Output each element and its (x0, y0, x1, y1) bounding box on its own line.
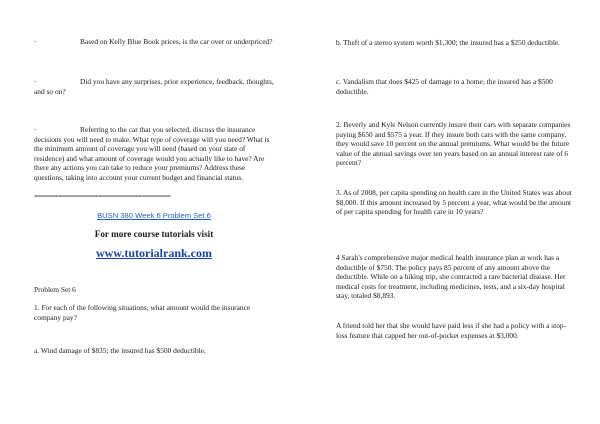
problem-4-followup: A friend told her that she would have paid less if she had a policy with a stop-loss feature that capped her out-of-pocket expenses at $3,000. (336, 321, 567, 340)
question-surprises (34, 77, 274, 96)
question-text: Did you have any surprises, prior experience, feedback, thoughts, and so on? (34, 77, 274, 96)
problem-set-heading: Problem Set 6 (34, 285, 76, 294)
problem-1a: a. Wind damage of $835; the insured has $500 deductible. (34, 346, 206, 355)
problem-2: 2. Beverly and Kyle Nelson currently insure their cars with separate companies paying $650 and $575 a year. If they insure both cars with the same company, they would save 10 percent on the annual premiums. What would be the future value of the annual savings over ten years based on an annual interest rate of 6 percent? (336, 120, 571, 168)
problem-1b: b. Theft of a stereo system worth $1,300; the insured has a $250 deductible. (336, 38, 560, 47)
separator-line: ================================== (34, 192, 171, 201)
problem-3: 3. As of 2008, per capita spending on health care in the United States was about $8,000. If this amount increased by 5 percent a year, what would be the amount of per capita spending for health care in 10 years? (336, 188, 572, 217)
tutorialrank-link[interactable]: www.tutorialrank.com (96, 246, 212, 260)
bullet: · (34, 125, 37, 134)
more-tutorials-text: For more course tutorials visit (94, 229, 214, 239)
problem-4: 4 Sarah's comprehensive major medical health insurance plan at work has a deductible of $750. The policy pays 85 percent of any amount above the deductible. While on a hiking trip, she contracted a rare bacterial disease. Her medical costs for treatment, including medicines, tests, and a six-day hospital stay, totaled $8,893. (336, 253, 566, 301)
question-kelly-blue-book (34, 37, 274, 47)
course-link[interactable]: BUSN 380 Week 6 Problem Set 6 (97, 211, 211, 220)
question-insurance-decisions (34, 125, 274, 183)
bullet: · (34, 77, 37, 86)
problem-1c: c. Vandalism that does $425 of damage to a home; the insured has a $500 deductible. (336, 77, 553, 96)
problem-1: 1. For each of the following situations, what amount would the insurance company pay? (34, 303, 251, 322)
bullet: · (34, 37, 37, 46)
question-text: Based on Kelly Blue Book prices, is the car over or underpriced? (80, 37, 273, 46)
question-text: Referring to the car that you selected, discuss the insurance decisions you will need to make. What type of coverage will you need? What is the minimum amount of coverage you will need (based on your state of residence) and what amount of coverage would you actually like to have? Are there any actions you can take to reduce your premiums? Address these questions, taking into account your current budget and financial status. (34, 125, 270, 182)
